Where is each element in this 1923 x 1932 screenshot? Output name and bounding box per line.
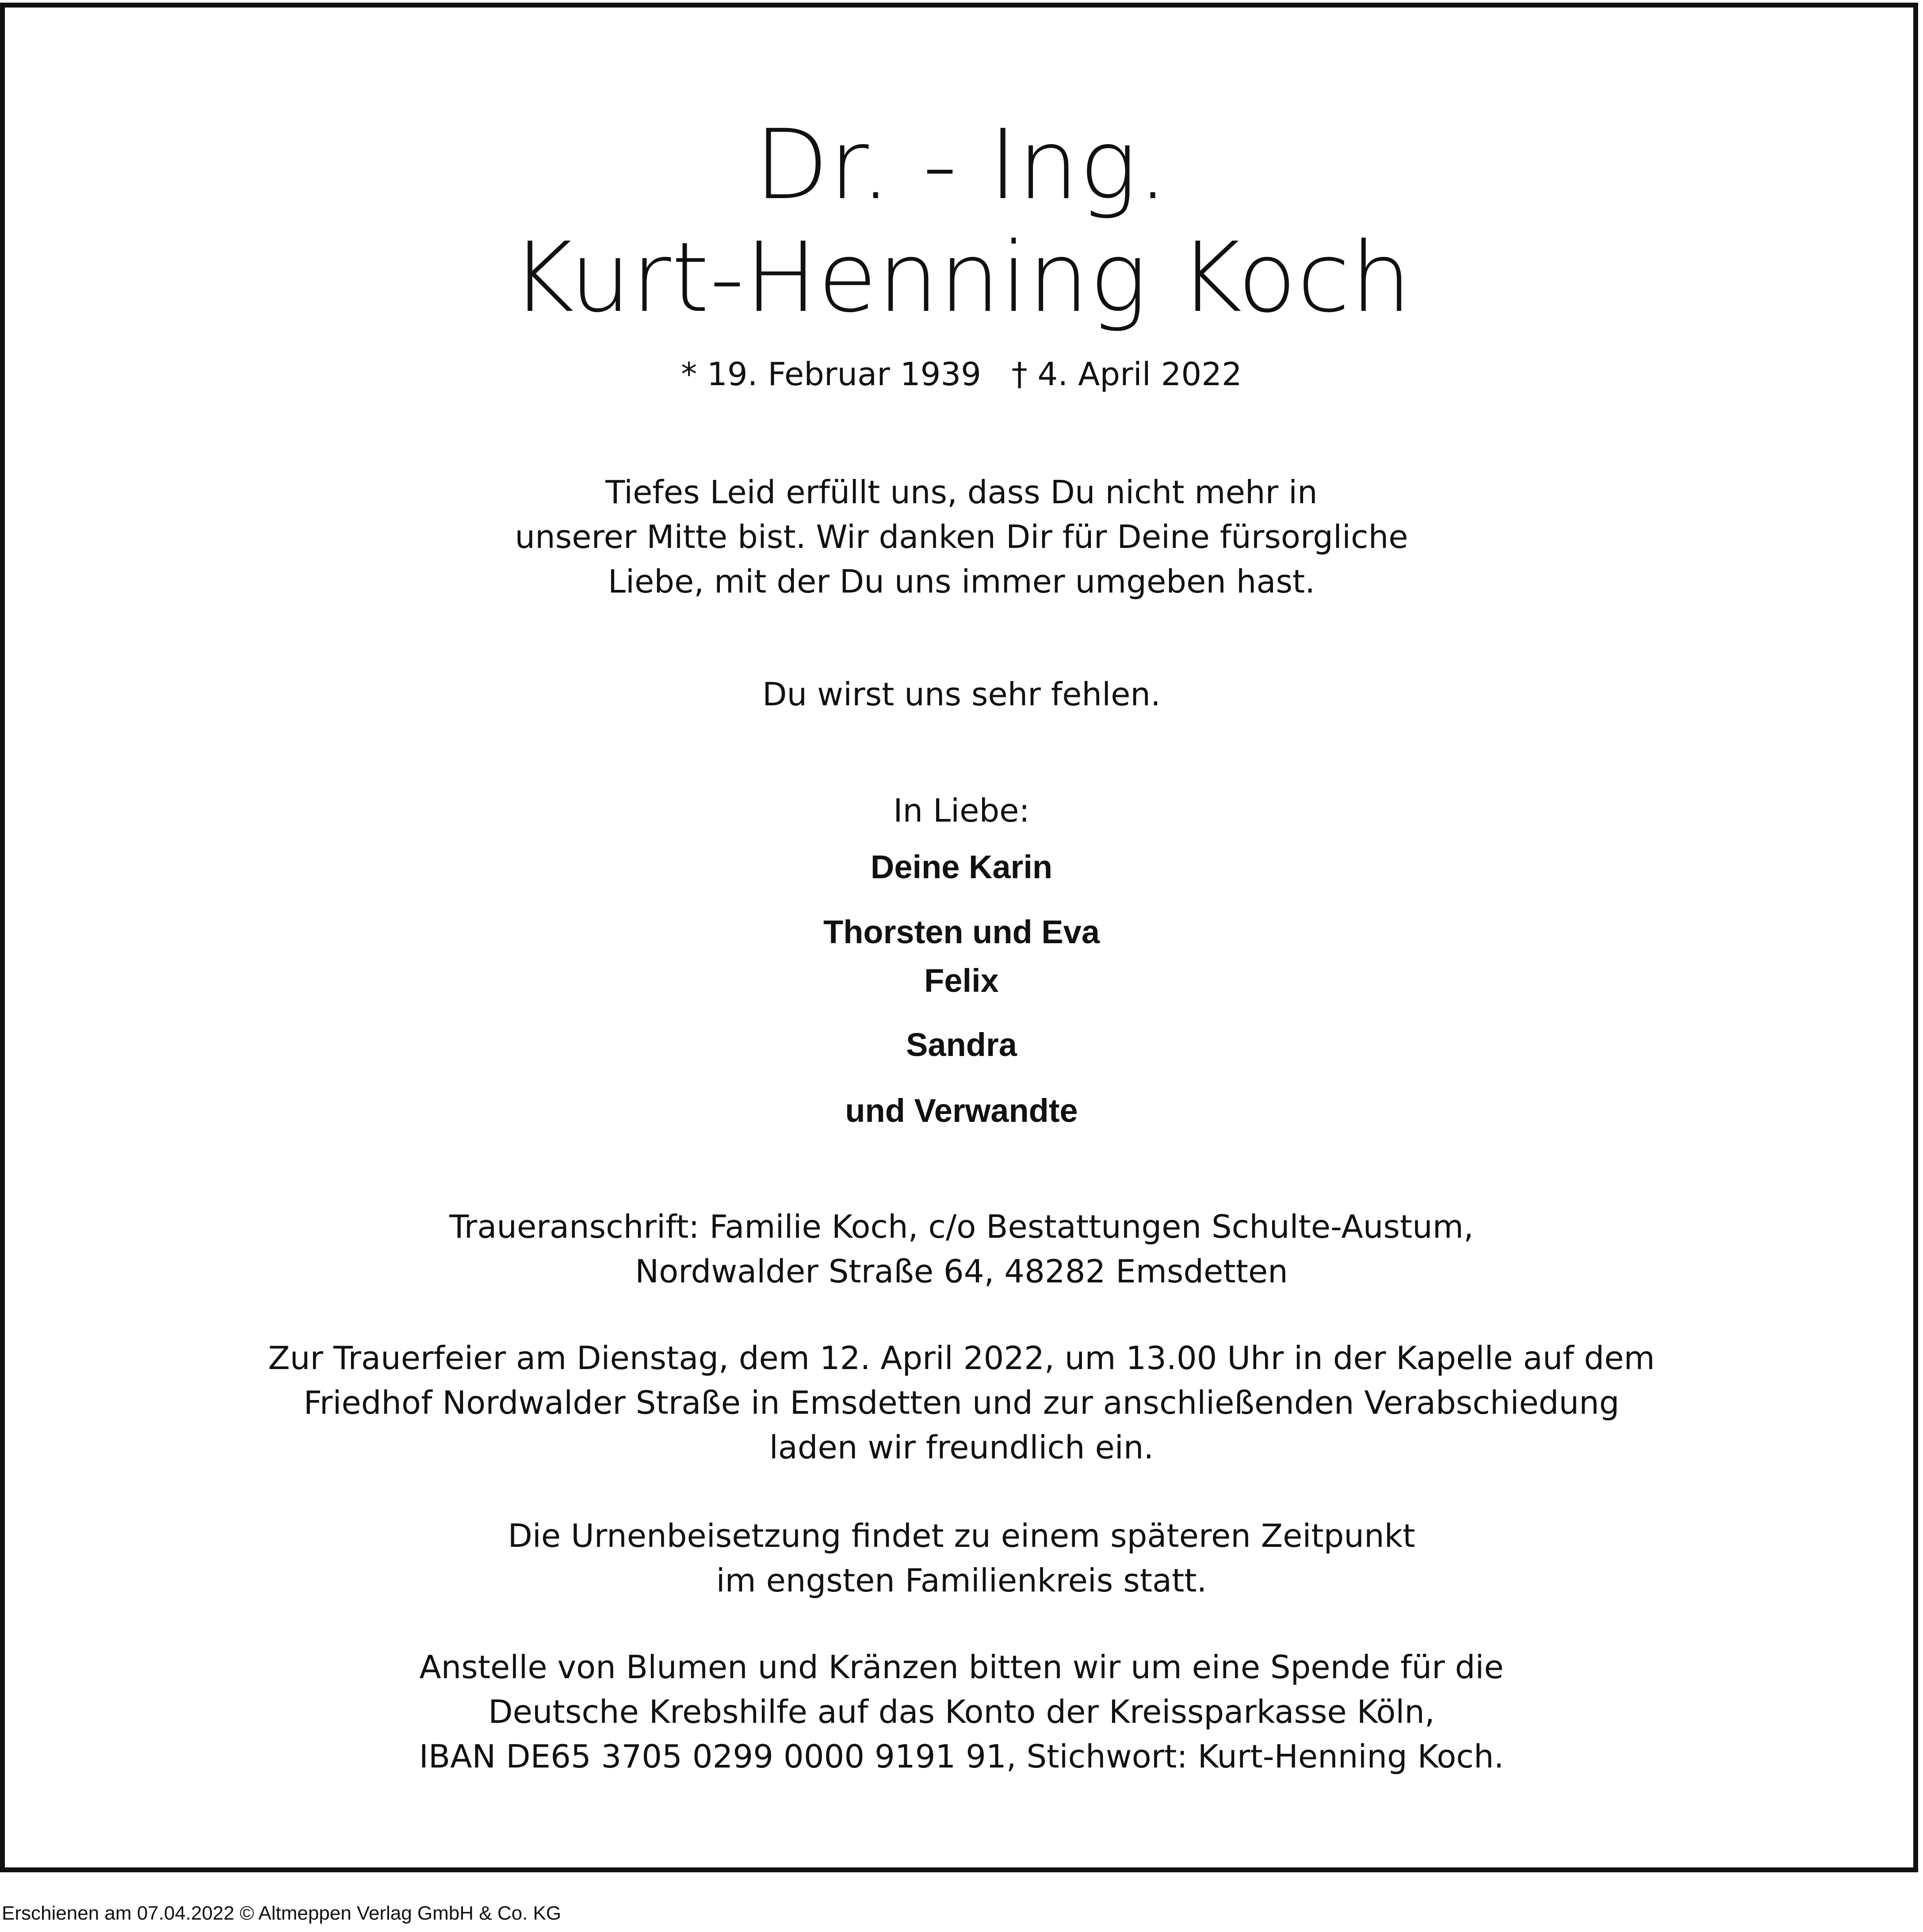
ceremony-line: Zur Trauerfeier am Dienstag, dem 12. April 2022, um 13.00 Uhr in der Kapelle auf dem — [268, 1339, 1655, 1377]
life-dates — [0, 356, 1923, 393]
deceased-name: Kurt-Henning Koch — [511, 222, 1412, 334]
donation-line: Anstelle von Blumen und Kränzen bitten wir um eine Spende für die — [419, 1649, 1504, 1686]
signature-name: Thorsten und Eva — [823, 914, 1100, 950]
message-line: Tiefes Leid erfüllt uns, dass Du nicht mehr in — [605, 474, 1318, 511]
message-line: Liebe, mit der Du uns immer umgeben hast. — [608, 563, 1315, 600]
birth-date: * 19. Februar 1939 — [681, 356, 981, 393]
signature-name: und Verwandte — [845, 1092, 1078, 1129]
donation-info — [0, 1645, 1923, 1779]
burial-line: im engsten Familienkreis statt. — [716, 1562, 1207, 1599]
death-date: † 4. April 2022 — [1011, 356, 1242, 393]
signature-name: Deine Karin — [870, 849, 1053, 885]
ceremony-info — [0, 1336, 1923, 1470]
donation-line: Deutsche Krebshilfe auf das Konto der Kreissparkasse Köln, — [488, 1693, 1435, 1730]
donation-line: IBAN DE65 3705 0299 0000 9191 91, Stichwort: Kurt-Henning Koch. — [419, 1738, 1504, 1775]
publication-footer: Erschienen am 07.04.2022 © Altmeppen Verlag GmbH & Co. KG — [2, 1902, 562, 1924]
in-love-label: In Liebe: — [893, 792, 1030, 829]
message-line: unserer Mitte bist. Wir danken Dir für Deine fürsorgliche — [515, 518, 1408, 555]
ceremony-line: laden wir freundlich ein. — [769, 1429, 1154, 1466]
condolence-message — [0, 470, 1923, 604]
address-line: Nordwalder Straße 64, 48282 Emsdetten — [635, 1253, 1288, 1290]
signature-name: Felix — [924, 962, 999, 999]
ceremony-line: Friedhof Nordwalder Straße in Emsdetten und zur anschließenden Verabschiedung — [303, 1384, 1620, 1421]
deceased-title: Dr. - Ing. — [754, 109, 1169, 221]
burial-info — [0, 1514, 1923, 1603]
miss-line: Du wirst uns sehr fehlen. — [762, 676, 1161, 713]
address-line: Traueranschrift: Familie Koch, c/o Bestattungen Schulte-Austum, — [449, 1208, 1474, 1245]
mourning-address — [0, 1205, 1923, 1294]
burial-line: Die Urnenbeisetzung findet zu einem späteren Zeitpunkt — [508, 1517, 1415, 1554]
signature-name: Sandra — [906, 1026, 1017, 1063]
